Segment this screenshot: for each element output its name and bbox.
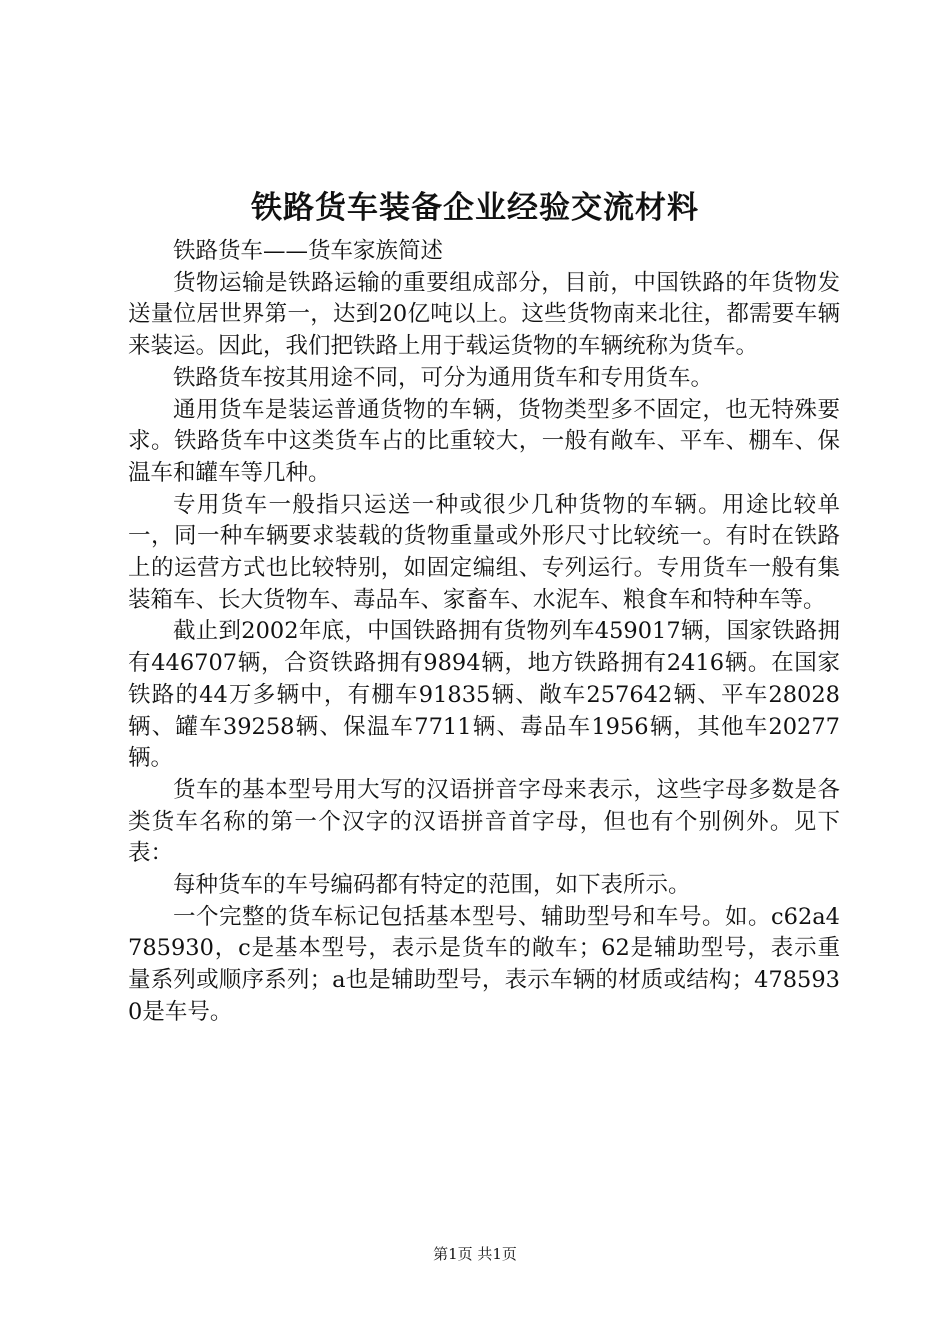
paragraph-number-ranges: 每种货车的车号编码都有特定的范围，如下表所示。 <box>173 872 691 899</box>
paragraph-model-codes: 货车的基本型号用大写的汉语拼音字母来表示，这些字母多数是各类货车名称的第一个汉字的汉语拼音首字母，但也有个别例外。见下表： <box>128 776 840 867</box>
document-title: 铁路货车装备企业经验交流材料 <box>251 190 699 226</box>
page-footer: 第1页 共1页 <box>433 1245 517 1263</box>
document-body <box>128 236 840 1029</box>
paragraph-general-wagons: 通用货车是装运普通货物的车辆，货物类型多不固定，也无特殊要求。铁路货车中这类货车占的比重较大，一般有敞车、平车、棚车、保温车和罐车等几种。 <box>128 396 840 486</box>
paragraph-special-wagons: 专用货车一般指只运送一种或很少几种货物的车辆。用途比较单一，同一种车辆要求装载的货物重量或外形尺寸比较统一。有时在铁路上的运营方式也比较特别，如固定编组、专列运行。专用货车一般有集装箱车、长大货物车、毒品车、家畜车、水泥车、粮食车和特种车等。 <box>128 491 840 613</box>
paragraph-statistics: 截止到2002年底，中国铁路拥有货物列车459017辆，国家铁路拥有446707辆，合资铁路拥有9894辆，地方铁路拥有2416辆。在国家铁路的44万多辆中，有棚车91835辆、敞车257642辆、平车28028辆、罐车39258辆、保温车7711辆、毒品车1956辆，其他车20277辆。 <box>128 618 840 772</box>
paragraph-subtitle: 铁路货车——货车家族简述 <box>173 238 444 264</box>
paragraph-classification: 铁路货车按其用途不同，可分为通用货车和专用货车。 <box>173 364 714 391</box>
paragraph-intro: 货物运输是铁路运输的重要组成部分，目前，中国铁路的年货物发送量位居世界第一，达到20亿吨以上。这些货物南来北往，都需要车辆来装运。因此，我们把铁路上用于载运货物的车辆统称为货车。 <box>128 269 840 360</box>
paragraph-marking-example: 一个完整的货车标记包括基本型号、辅助型号和车号。如。c62a4785930，c是基本型号，表示是货车的敞车；62是辅助型号，表示重量系列或顺序系列；a也是辅助型号，表示车辆的材质或结构；4785930是车号。 <box>128 903 840 1025</box>
